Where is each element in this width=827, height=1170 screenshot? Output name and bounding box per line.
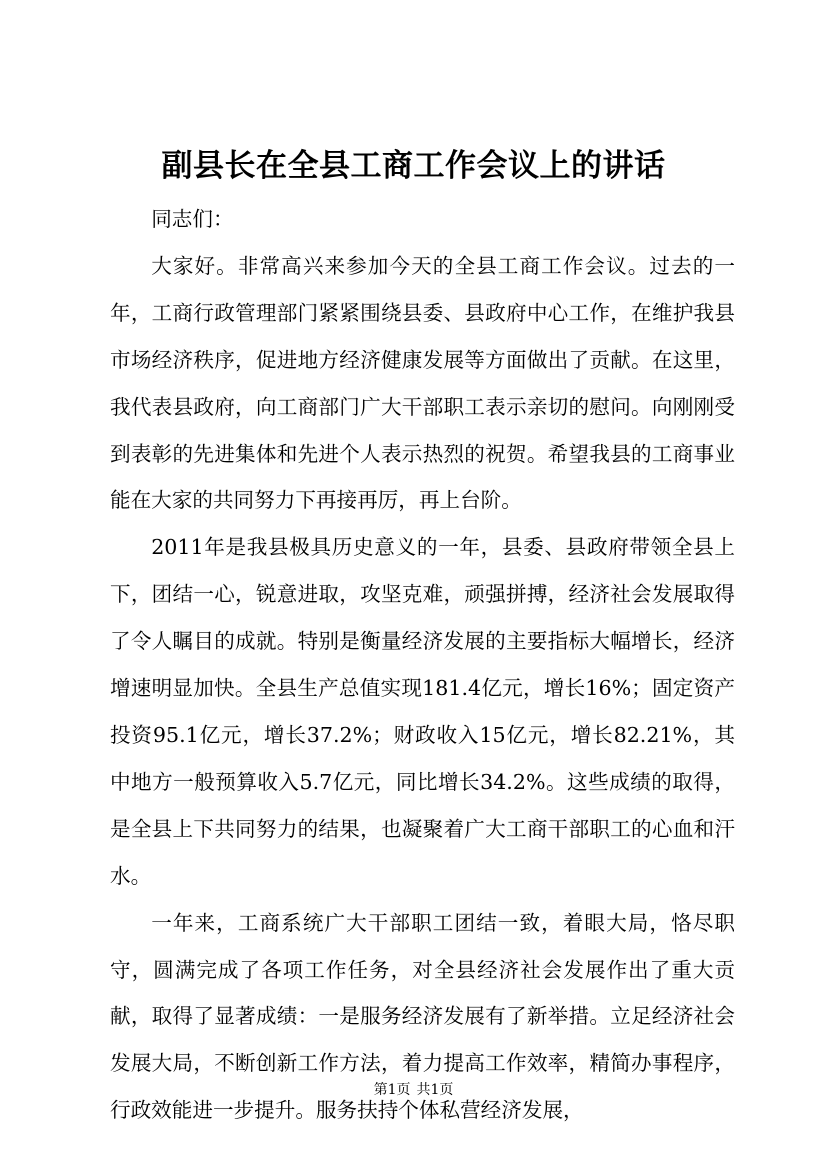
- body-paragraph: 一年来，工商系统广大干部职工团结一致，着眼大局，恪尽职守，圆满完成了各项工作任务，对全县经济社会发展作出了重大贡献，取得了显著成绩：一是服务经济发展有了新举措。立足经济社会发展大局，不断创新工作方法，着力提高工作效率，精简办事程序，行政效能进一步提升。服务扶持个体私营经济发展，: [110, 910, 735, 1123]
- body-paragraph: 大家好。非常高兴来参加今天的全县工商工作会议。过去的一年，工商行政管理部门紧紧围绕县委、县政府中心工作，在维护我县市场经济秩序，促进地方经济健康发展等方面做出了贡献。在这里，我代表县政府，向工商部门广大干部职工表示亲切的慰问。向刚刚受到表彰的先进集体和先进个人表示热烈的祝贺。希望我县的工商事业能在大家的共同努力下再接再厉，再上台阶。: [110, 253, 735, 513]
- document-title: 副县长在全县工商工作会议上的讲话: [161, 148, 666, 184]
- page-footer: [0, 1080, 827, 1100]
- document-body: [110, 196, 735, 1134]
- page-number: 第1页: [373, 1082, 411, 1098]
- page-total: 共1页: [416, 1082, 454, 1098]
- salutation-paragraph: 同志们：: [151, 207, 234, 231]
- body-paragraph: 2011年是我县极具历史意义的一年，县委、县政府带领全县上下，团结一心，锐意进取，攻坚克难，顽强拼搏，经济社会发展取得了令人瞩目的成就。特别是衡量经济发展的主要指标大幅增长，经济增速明显加快。全县生产总值实现181.4亿元，增长16%；固定资产投资95.1亿元，增长37.2%；财政收入15亿元，增长82.21%，其中地方一般预算收入5.7亿元，同比增长34.2%。这些成绩的取得，是全县上下共同努力的结果，也凝聚着广大工商干部职工的心血和汗水。: [110, 535, 735, 888]
